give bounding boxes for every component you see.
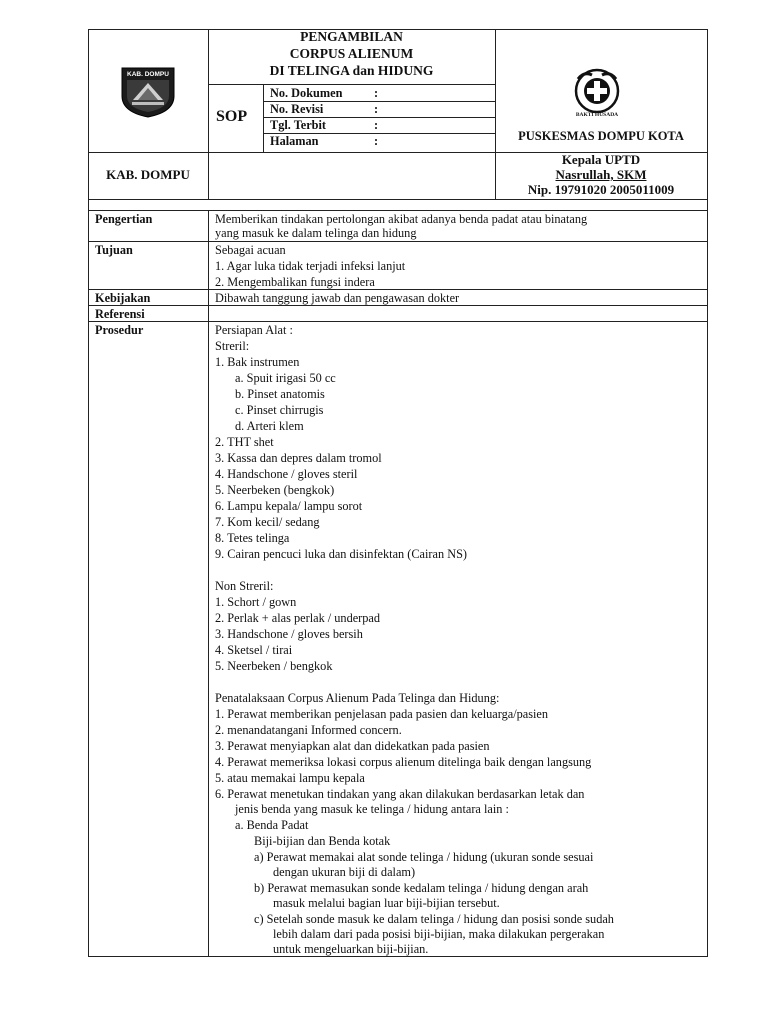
tujuan-text: Sebagai acuan (215, 243, 286, 257)
doc-field-label-revisi: No. Revisi (270, 102, 324, 116)
row-border-tujuan (88, 241, 708, 242)
prosedur-sub-item-text: Biji-bijian dan Benda kotak (254, 834, 391, 848)
row-label-pengertian: Pengertian (95, 212, 153, 226)
prosedur-sub-item: b. Pinset anatomis (235, 387, 325, 401)
kebijakan-text: Dibawah tanggung jawab dan pengawasan dokter (215, 291, 460, 305)
sop-title-line-2: CORPUS ALIENUM (289, 46, 414, 61)
prosedur-sub-sub-item-continued: lebih dalam dari pada posisi biji-bijian, maka dilakukan pergerakan (273, 927, 605, 941)
prosedur-subheading: Streril: (215, 339, 250, 353)
body-left-border (88, 199, 89, 957)
prosedur-list-item: 7. Kom kecil/ sedang (215, 515, 320, 529)
prosedur-list-item: 3. Handschone / gloves bersih (215, 627, 363, 641)
doc-field-colon: : (374, 86, 379, 100)
prosedur-list-item: 5. Neerbeken (bengkok) (215, 483, 335, 497)
prosedur-list-item: 3. Kassa dan depres dalam tromol (215, 451, 382, 465)
prosedur-sub-sub-item-continued: masuk melalui bagian luar biji-bijian tersebut. (273, 896, 500, 910)
row-border-prosedur (88, 321, 708, 322)
region-name: KAB. DOMPU (106, 167, 190, 182)
signer-nip: Nip. 19791020 2005011009 (527, 182, 675, 197)
prosedur-list-item: 5. Neerbeken / bengkok (215, 659, 333, 673)
prosedur-list-item: 6. Lampu kepala/ lampu sorot (215, 499, 363, 513)
prosedur-list-item: 6. Perawat menetukan tindakan yang akan dilakukan berdasarkan letak dan (215, 787, 585, 801)
prosedur-list-item: 4. Handschone / gloves steril (215, 467, 358, 481)
doc-field-colon: : (374, 134, 379, 148)
prosedur-list-item: 3. Perawat menyiapkan alat dan didekatkan pada pasien (215, 739, 490, 753)
prosedur-sub-sub-item: b) Perawat memasukan sonde kedalam telinga / hidung dengan arah (254, 881, 589, 895)
body-col-divider (208, 210, 209, 957)
doc-field-label-terbit: Tgl. Terbit (270, 118, 327, 132)
prosedur-list-item: 1. Bak instrumen (215, 355, 300, 369)
institution-name: PUSKESMAS DOMPU KOTA (518, 129, 684, 143)
right-logo-text: BAKTI HUSADA (575, 112, 619, 117)
left-logo-text: KAB. DOMPU (127, 71, 169, 78)
body-right-border (707, 199, 708, 957)
prosedur-sub-sub-item: c) Setelah sonde masuk ke dalam telinga / hidung dan posisi sonde sudah (254, 912, 614, 926)
header-right-border (707, 29, 708, 200)
doc-field-label-halaman: Halaman (270, 134, 319, 148)
prosedur-list-item: 4. Sketsel / tirai (215, 643, 293, 657)
doc-field-label-dokumen: No. Dokumen (270, 86, 343, 100)
sop-label: SOP (216, 108, 248, 125)
sop-title-line-1: PENGAMBILAN (300, 29, 403, 44)
signer-position: Kepala UPTD (561, 152, 641, 167)
row-label-kebijakan: Kebijakan (95, 291, 151, 305)
prosedur-subheading: Penatalaksaan Corpus Alienum Pada Telinga dan Hidung: (215, 691, 500, 705)
row-label-referensi: Referensi (95, 307, 145, 321)
prosedur-sub-sub-item: a) Perawat memakai alat sonde telinga / hidung (ukuran sonde sesuai (254, 850, 594, 864)
prosedur-list-item: 1. Schort / gown (215, 595, 297, 609)
bakti-husada-logo-icon (566, 67, 628, 117)
signer-name: Nasrullah, SKM (555, 167, 647, 182)
prosedur-sub-sub-item-continued: dengan ukuran biji di dalam) (273, 865, 416, 879)
prosedur-list-item: 9. Cairan pencuci luka dan disinfektan (Cairan NS) (215, 547, 468, 561)
kab-dompu-emblem-icon (118, 64, 178, 119)
prosedur-list-item: 8. Tetes telinga (215, 531, 290, 545)
row-label-prosedur: Prosedur (95, 323, 144, 337)
sop-divider (263, 84, 264, 152)
tujuan-list-item: 2. Mengembalikan fungsi indera (215, 275, 375, 289)
prosedur-sub-item: d. Arteri klem (235, 419, 304, 433)
prosedur-list-item: 2. THT shet (215, 435, 274, 449)
prosedur-list-item: 2. menandatangani Informed concern. (215, 723, 402, 737)
row-label-tujuan: Tujuan (95, 243, 133, 257)
doc-field-colon: : (374, 118, 379, 132)
prosedur-subheading: Non Streril: (215, 579, 274, 593)
title-bottom-border (208, 84, 495, 85)
prosedur-heading: Persiapan Alat : (215, 323, 293, 337)
doc-field-colon: : (374, 102, 379, 116)
prosedur-sub-item: a. Benda Padat (235, 818, 309, 832)
header-bottom-border (88, 199, 708, 200)
prosedur-list-item: 5. atau memakai lampu kepala (215, 771, 365, 785)
prosedur-list-item-continued: jenis benda yang masuk ke telinga / hidung antara lain : (235, 802, 509, 816)
prosedur-sub-item: a. Spuit irigasi 50 cc (235, 371, 336, 385)
prosedur-list-item: 4. Perawat memeriksa lokasi corpus alienum ditelinga baik dengan langsung (215, 755, 592, 769)
prosedur-sub-item: c. Pinset chirrugis (235, 403, 324, 417)
prosedur-list-item: 2. Perlak + alas perlak / underpad (215, 611, 381, 625)
pengertian-text: yang masuk ke dalam telinga dan hidung (215, 226, 417, 240)
pengertian-text: Memberikan tindakan pertolongan akibat adanya benda padat atau binatang (215, 212, 588, 226)
tujuan-list-item: 1. Agar luka tidak terjadi infeksi lanjut (215, 259, 406, 273)
prosedur-sub-sub-item-continued: untuk mengeluarkan biji-bijian. (273, 942, 429, 956)
sop-title-line-3: DI TELINGA dan HIDUNG (269, 63, 434, 78)
prosedur-list-item: 1. Perawat memberikan penjelasan pada pasien dan keluarga/pasien (215, 707, 549, 721)
